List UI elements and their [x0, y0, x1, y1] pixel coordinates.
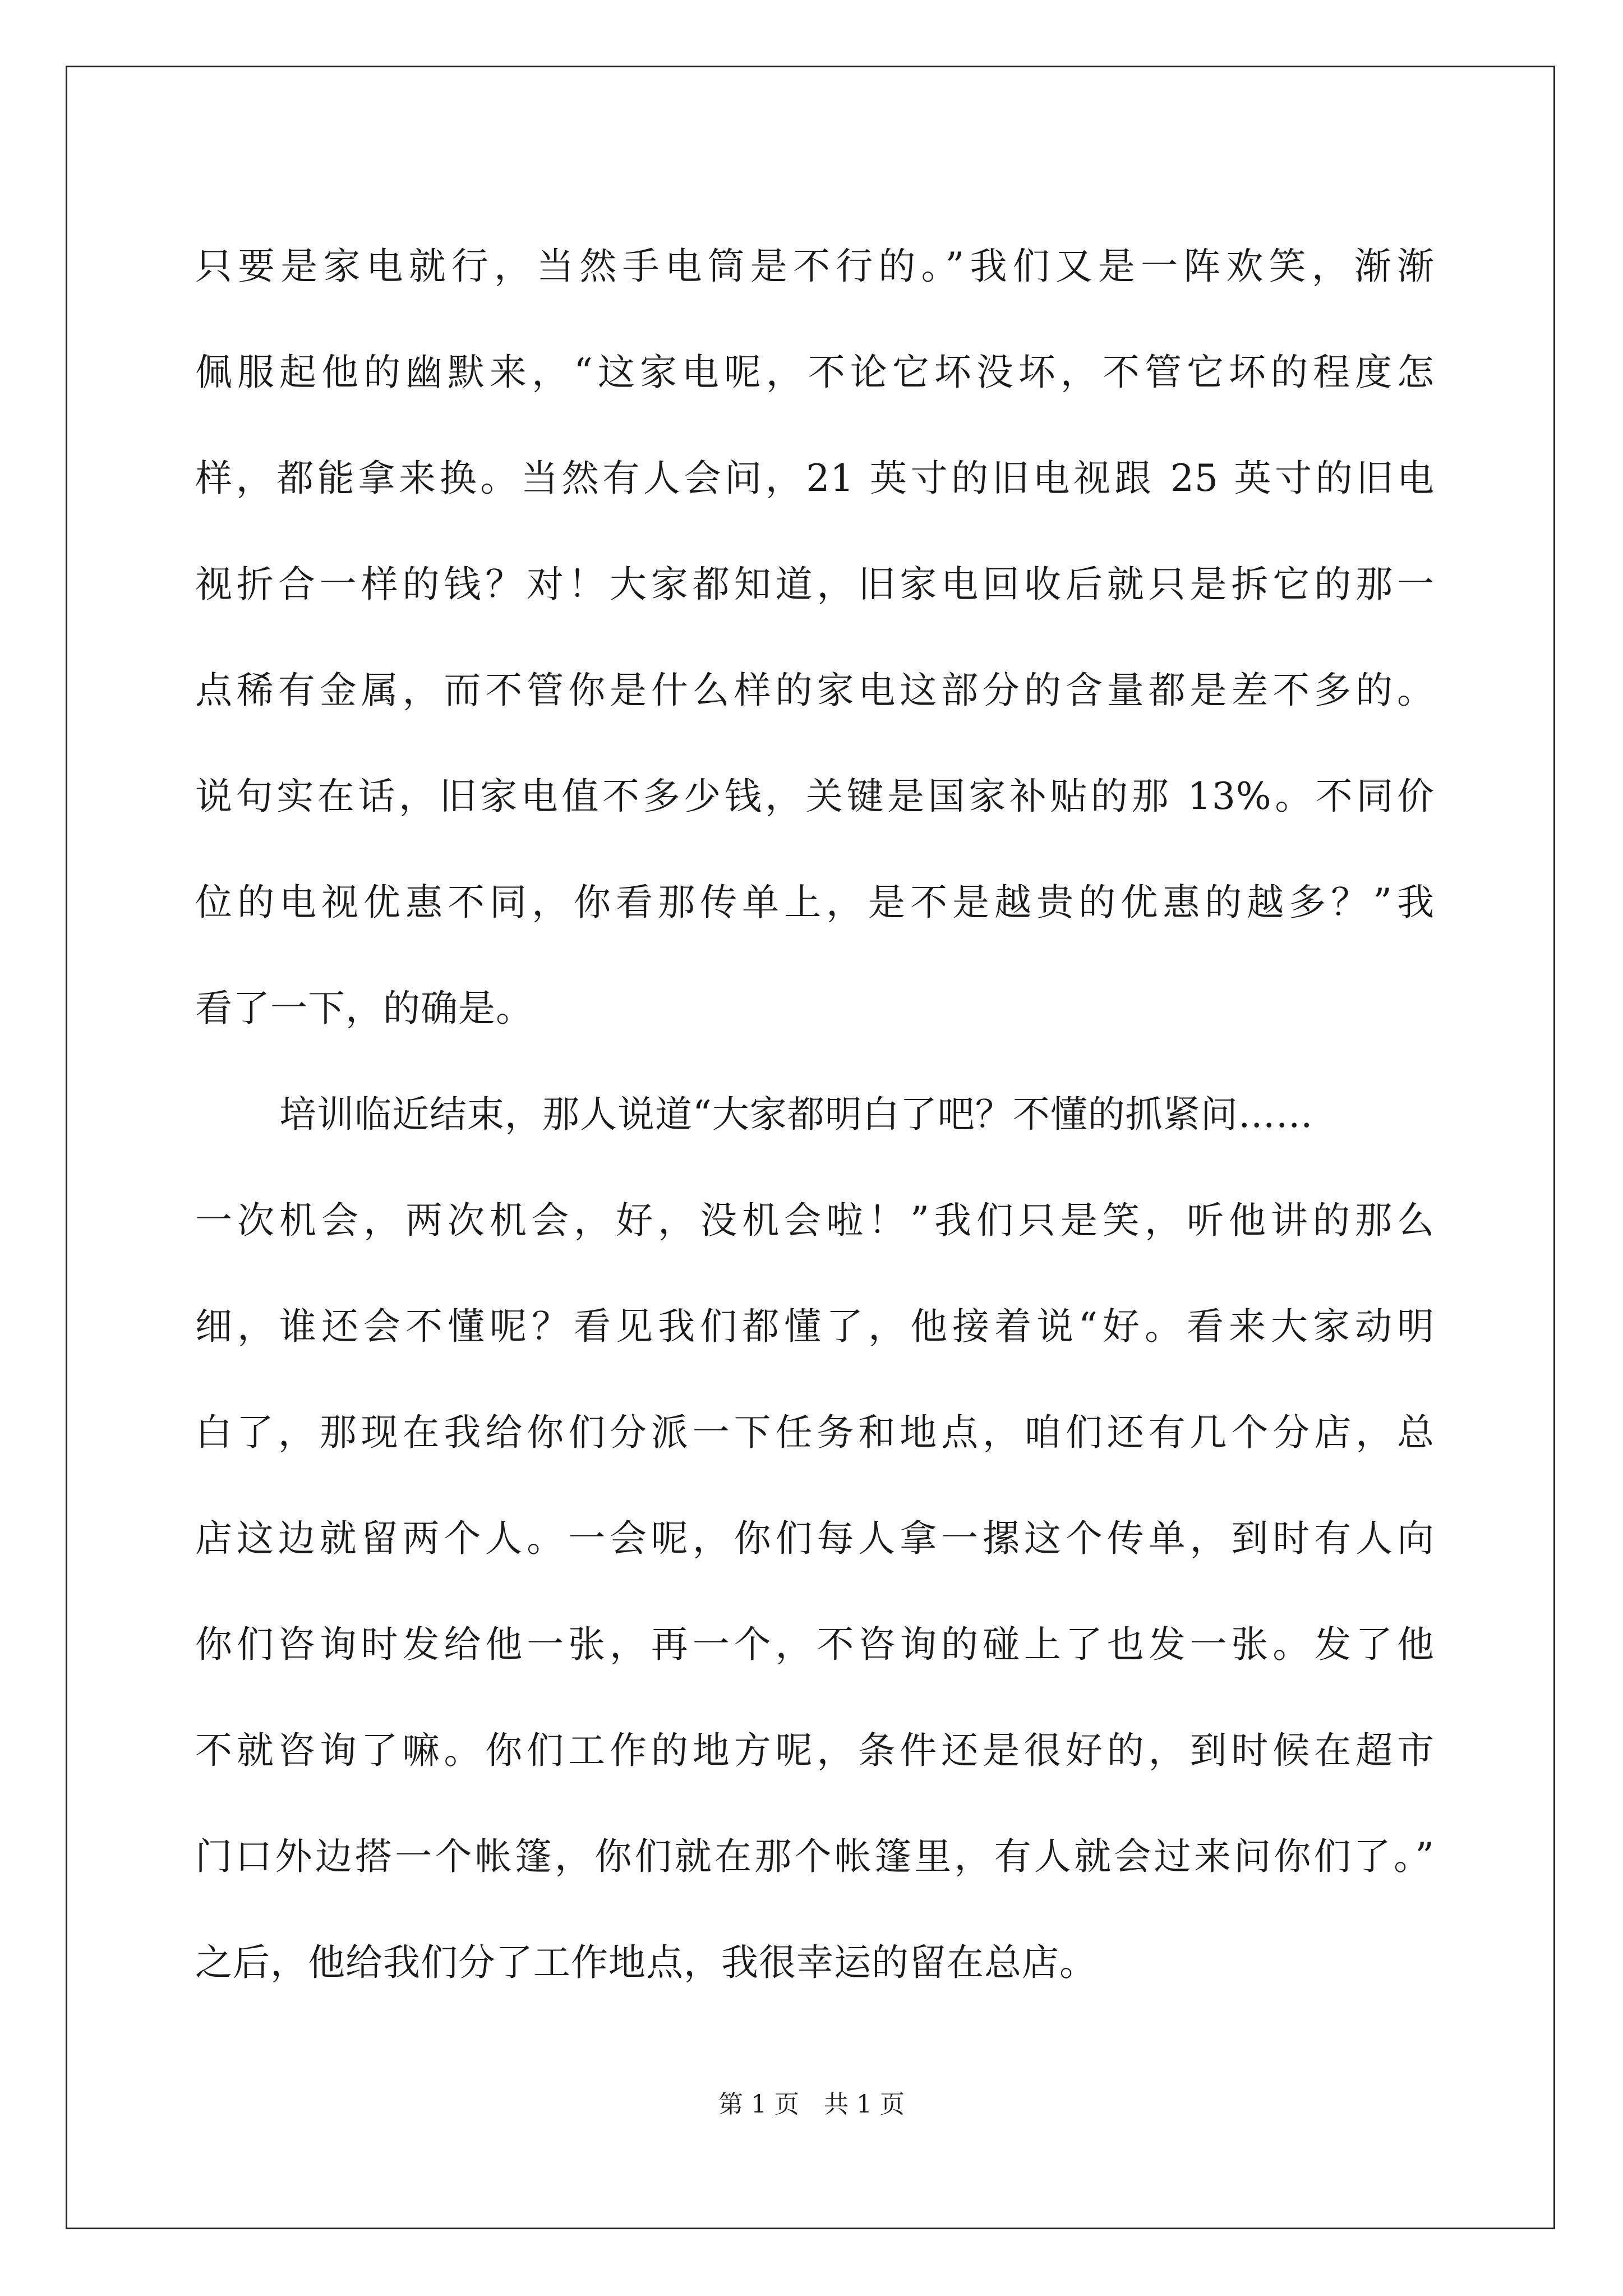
page-number-total: 共 1 页 [824, 2090, 905, 2119]
paragraph-line: 培训临近结束，那人说道“大家都明白了吧？不懂的抓紧问…… [279, 1093, 1313, 1136]
paragraph-line: 门口外边搭一个帐篷，你们就在那个帐篷里，有人就会过来问你们了。” [195, 1835, 1435, 1878]
page-footer [0, 2088, 1623, 2122]
paragraph-line: 位的电视优惠不同，你看那传单上，是不是越贵的优惠的越多？”我 [195, 881, 1435, 924]
paragraph-line: 白了，那现在我给你们分派一下任务和地点，咱们还有几个分店，总 [195, 1411, 1435, 1454]
paragraph-line: 视折合一样的钱？对！大家都知道，旧家电回收后就只是拆它的那一 [195, 563, 1435, 606]
paragraph-line: 细，谁还会不懂呢？看见我们都懂了，他接着说“好。看来大家动明 [195, 1305, 1435, 1348]
paragraph-line: 只要是家电就行，当然手电筒是不行的。”我们又是一阵欢笑，渐渐 [195, 245, 1435, 288]
paragraph-line: 佩服起他的幽默来，“这家电呢，不论它坏没坏，不管它坏的程度怎 [195, 351, 1435, 394]
paragraph-line: 点稀有金属，而不管你是什么样的家电这部分的含量都是差不多的。 [195, 669, 1435, 712]
paragraph-line: 你们咨询时发给他一张，再一个，不咨询的碰上了也发一张。发了他 [195, 1623, 1435, 1666]
page-number-current: 第 1 页 [718, 2090, 799, 2119]
paragraph-line: 之后，他给我们分了工作地点，我很幸运的留在总店。 [195, 1941, 1097, 1984]
paragraph-line: 不就咨询了嘛。你们工作的地方呢，条件还是很好的，到时候在超市 [195, 1729, 1435, 1772]
paragraph-line: 样，都能拿来换。当然有人会问，21 英寸的旧电视跟 25 英寸的旧电 [195, 457, 1435, 500]
paragraph-line: 一次机会，两次机会，好，没机会啦！”我们只是笑，听他讲的那么 [195, 1199, 1435, 1242]
paragraph-line: 店这边就留两个人。一会呢，你们每人拿一摞这个传单，到时有人向 [195, 1517, 1435, 1560]
document-body [195, 213, 1435, 2016]
paragraph-line: 说句实在话，旧家电值不多少钱，关键是国家补贴的那 13%。不同价 [195, 775, 1435, 818]
paragraph-line: 看了一下，的确是。 [195, 987, 533, 1030]
